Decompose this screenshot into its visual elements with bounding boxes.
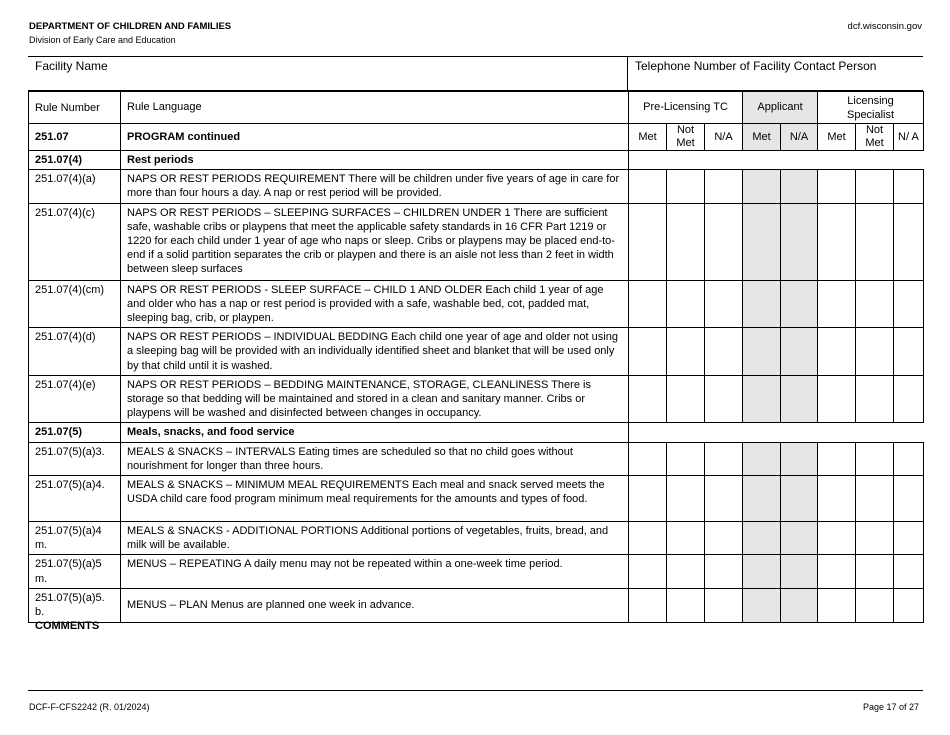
checkbox-pre-not-met[interactable] [667, 522, 705, 555]
checkbox-lic-na[interactable] [894, 375, 924, 423]
checkbox-pre-not-met[interactable] [667, 203, 705, 280]
checkbox-lic-not-met[interactable] [856, 522, 894, 555]
checkbox-pre-met[interactable] [629, 170, 667, 203]
table-row [29, 170, 924, 203]
table-row [29, 522, 924, 555]
col-pre-licensing: Pre-Licensing TC [629, 92, 743, 124]
checkbox-lic-na[interactable] [894, 588, 924, 622]
checkbox-app-na[interactable] [781, 280, 818, 328]
table-row [29, 476, 924, 522]
checkbox-pre-na[interactable] [705, 588, 743, 622]
checkbox-app-na[interactable] [781, 170, 818, 203]
section-title: PROGRAM continued [121, 124, 629, 151]
table-row [29, 442, 924, 475]
col-applicant: Applicant [743, 92, 818, 124]
checkbox-app-met[interactable] [743, 476, 781, 522]
checkbox-lic-met[interactable] [818, 280, 856, 328]
page-header [29, 21, 231, 45]
rule-number: 251.07(4)(c) [29, 203, 121, 280]
checkbox-lic-not-met[interactable] [856, 442, 894, 475]
group-filler [629, 151, 924, 170]
rule-text: MENUS – PLAN Menus are planned one week in advance. [121, 588, 629, 622]
checkbox-lic-na[interactable] [894, 442, 924, 475]
checkbox-lic-na[interactable] [894, 476, 924, 522]
checkbox-lic-met[interactable] [818, 588, 856, 622]
table-row [29, 280, 924, 328]
checkbox-pre-not-met[interactable] [667, 588, 705, 622]
checkbox-app-met[interactable] [743, 442, 781, 475]
rule-number: 251.07(5)(a)5 m. [29, 555, 121, 588]
checkbox-app-na[interactable] [781, 375, 818, 423]
checkbox-app-met[interactable] [743, 328, 781, 376]
checkbox-lic-met[interactable] [818, 328, 856, 376]
rule-text: NAPS OR REST PERIODS REQUIREMENT There will be children under five years of age in care for more than four hours a day. A nap or rest period will be provided. [121, 170, 629, 203]
group-row [29, 423, 924, 442]
rule-text: MEALS & SNACKS - ADDITIONAL PORTIONS Additional portions of vegetables, fruits, bread, and milk will be available. [121, 522, 629, 555]
checkbox-app-met[interactable] [743, 375, 781, 423]
checkbox-lic-met[interactable] [818, 442, 856, 475]
checkbox-lic-na[interactable] [894, 522, 924, 555]
checkbox-pre-not-met[interactable] [667, 375, 705, 423]
table-row [29, 588, 924, 622]
checkbox-lic-not-met[interactable] [856, 588, 894, 622]
checkbox-app-met[interactable] [743, 588, 781, 622]
rule-number: 251.07(4) [29, 151, 121, 170]
group-title: Meals, snacks, and food service [121, 423, 629, 442]
rule-number: 251.07(5)(a)4 m. [29, 522, 121, 555]
checkbox-lic-not-met[interactable] [856, 375, 894, 423]
checkbox-pre-met[interactable] [629, 442, 667, 475]
footer-rule [28, 690, 923, 691]
checkbox-pre-met[interactable] [629, 280, 667, 328]
checkbox-pre-not-met[interactable] [667, 280, 705, 328]
checkbox-pre-na[interactable] [705, 476, 743, 522]
rule-text: NAPS OR REST PERIODS – SLEEPING SURFACES – CHILDREN UNDER 1 There are sufficient safe, washable cribs or playpens that meet the applicable safety standards in 16 CFR Part 1219 or 1220 for each child under 1 year of age who naps or sleep. Cribs or playpens may be placed end-to-end if a solid partition separates the crib or playpen and there is an aisle not less than 2 feet in width between sleep surfaces [121, 203, 629, 280]
page-number: Page 17 of 27 [862, 702, 919, 712]
checkbox-app-na[interactable] [781, 328, 818, 376]
checkbox-app-met[interactable] [743, 522, 781, 555]
table-row [29, 203, 924, 280]
checkbox-lic-not-met[interactable] [856, 328, 894, 376]
rule-number: 251.07(5)(a)5. b. [29, 588, 121, 622]
checkbox-app-na[interactable] [781, 203, 818, 280]
checkbox-pre-not-met[interactable] [667, 555, 705, 588]
rule-number: 251.07(4)(d) [29, 328, 121, 376]
checkbox-pre-met[interactable] [629, 328, 667, 376]
rule-number: 251.07(4)(a) [29, 170, 121, 203]
checkbox-pre-met[interactable] [629, 375, 667, 423]
rule-number: 251.07(5)(a)4. [29, 476, 121, 522]
table-row [29, 375, 924, 423]
checkbox-lic-na[interactable] [894, 328, 924, 376]
checkbox-lic-met[interactable] [818, 203, 856, 280]
checkbox-pre-met[interactable] [629, 588, 667, 622]
checkbox-pre-met[interactable] [629, 555, 667, 588]
website-url: dcf.wisconsin.gov [847, 21, 922, 32]
department-name: DEPARTMENT OF CHILDREN AND FAMILIES [29, 21, 232, 32]
checkbox-lic-not-met[interactable] [856, 203, 894, 280]
checkbox-pre-not-met[interactable] [667, 476, 705, 522]
checkbox-app-met[interactable] [743, 203, 781, 280]
table-row [29, 328, 924, 376]
pre-met-header: Met [629, 124, 667, 151]
checkbox-app-na[interactable] [781, 476, 818, 522]
checkbox-lic-met[interactable] [818, 555, 856, 588]
rules-table [28, 91, 924, 623]
checkbox-pre-na[interactable] [705, 522, 743, 555]
checkbox-lic-met[interactable] [818, 476, 856, 522]
col-rule-language: Rule Language [121, 92, 629, 124]
group-row [29, 151, 924, 170]
table-row [29, 555, 924, 588]
form-id: DCF-F-CFS2242 (R. 01/2024) [29, 702, 150, 712]
lic-met-header: Met [818, 124, 856, 151]
checkbox-app-na[interactable] [781, 522, 818, 555]
checkbox-lic-na[interactable] [894, 555, 924, 588]
rule-text: MEALS & SNACKS – MINIMUM MEAL REQUIREMENTS Each meal and snack served meets the USDA child care food program minimum meal requirements for the amounts and types of food. [121, 476, 629, 522]
facility-info-row [28, 57, 923, 92]
col-rule-number: Rule Number [29, 92, 121, 124]
checkbox-pre-not-met[interactable] [667, 328, 705, 376]
checkbox-lic-not-met[interactable] [856, 476, 894, 522]
checkbox-app-met[interactable] [743, 280, 781, 328]
checkbox-app-na[interactable] [781, 555, 818, 588]
lic-na-header: N/ A [894, 124, 924, 151]
checkbox-app-met[interactable] [743, 170, 781, 203]
checkbox-pre-na[interactable] [705, 442, 743, 475]
lic-not-met-header: Not Met [856, 124, 894, 151]
rule-text: NAPS OR REST PERIODS - SLEEP SURFACE – CHILD 1 AND OLDER Each child 1 year of age and older who has a nap or rest period is provided with a safe, washable bed, cot, padded mat, sleeping bag, crib, or playpen. [121, 280, 629, 328]
group-title: Rest periods [121, 151, 629, 170]
rule-text: MENUS – REPEATING A daily menu may not be repeated within a one-week time period. [121, 555, 629, 588]
checkbox-pre-met[interactable] [629, 203, 667, 280]
facility-name-label: Facility Name [35, 59, 108, 73]
checkbox-pre-na[interactable] [705, 375, 743, 423]
checkbox-lic-met[interactable] [818, 170, 856, 203]
rule-number: 251.07(4)(e) [29, 375, 121, 423]
rule-text: MEALS & SNACKS – INTERVALS Eating times are scheduled so that no child goes without nourishment for longer than three hours. [121, 442, 629, 475]
phone-label: Telephone Number of Facility Contact Person [627, 57, 876, 91]
checkbox-app-na[interactable] [781, 588, 818, 622]
checkbox-pre-not-met[interactable] [667, 170, 705, 203]
division-name: Division of Early Care and Education [29, 35, 176, 45]
pre-not-met-header: Not Met [667, 124, 705, 151]
checkbox-lic-na[interactable] [894, 280, 924, 328]
app-na-header: N/A [781, 124, 818, 151]
col-licensing: Licensing Specialist [818, 92, 924, 124]
checkbox-pre-na[interactable] [705, 170, 743, 203]
checkbox-pre-met[interactable] [629, 476, 667, 522]
checkbox-pre-na[interactable] [705, 328, 743, 376]
section-number: 251.07 [29, 124, 121, 151]
checkbox-lic-na[interactable] [894, 203, 924, 280]
rule-text: NAPS OR REST PERIODS – INDIVIDUAL BEDDING Each child one year of age and older not using a sleeping bag will be provided with an individually identified sheet and blanket that will be used only by that child until it is washed. [121, 328, 629, 376]
group-filler [629, 423, 924, 442]
checkbox-lic-met[interactable] [818, 375, 856, 423]
checkbox-lic-not-met[interactable] [856, 170, 894, 203]
checkbox-pre-na[interactable] [705, 203, 743, 280]
comments-label: COMMENTS [35, 620, 100, 632]
checkbox-lic-not-met[interactable] [856, 280, 894, 328]
pre-na-header: N/A [705, 124, 743, 151]
rule-number: 251.07(5)(a)3. [29, 442, 121, 475]
checkbox-lic-met[interactable] [818, 522, 856, 555]
checkbox-pre-met[interactable] [629, 522, 667, 555]
rule-number: 251.07(4)(cm) [29, 280, 121, 328]
checkbox-app-met[interactable] [743, 555, 781, 588]
checkbox-pre-na[interactable] [705, 555, 743, 588]
checkbox-pre-na[interactable] [705, 280, 743, 328]
checkbox-lic-na[interactable] [894, 170, 924, 203]
checkbox-lic-not-met[interactable] [856, 555, 894, 588]
rule-text: NAPS OR REST PERIODS – BEDDING MAINTENANCE, STORAGE, CLEANLINESS There is storage so that bedding will be maintained and stored in a clean and sanitary manner. Cribs or playpens will be washed and disinfected between changes in occupancy. [121, 375, 629, 423]
app-met-header: Met [743, 124, 781, 151]
checkbox-app-na[interactable] [781, 442, 818, 475]
rule-number: 251.07(5) [29, 423, 121, 442]
checkbox-pre-not-met[interactable] [667, 442, 705, 475]
